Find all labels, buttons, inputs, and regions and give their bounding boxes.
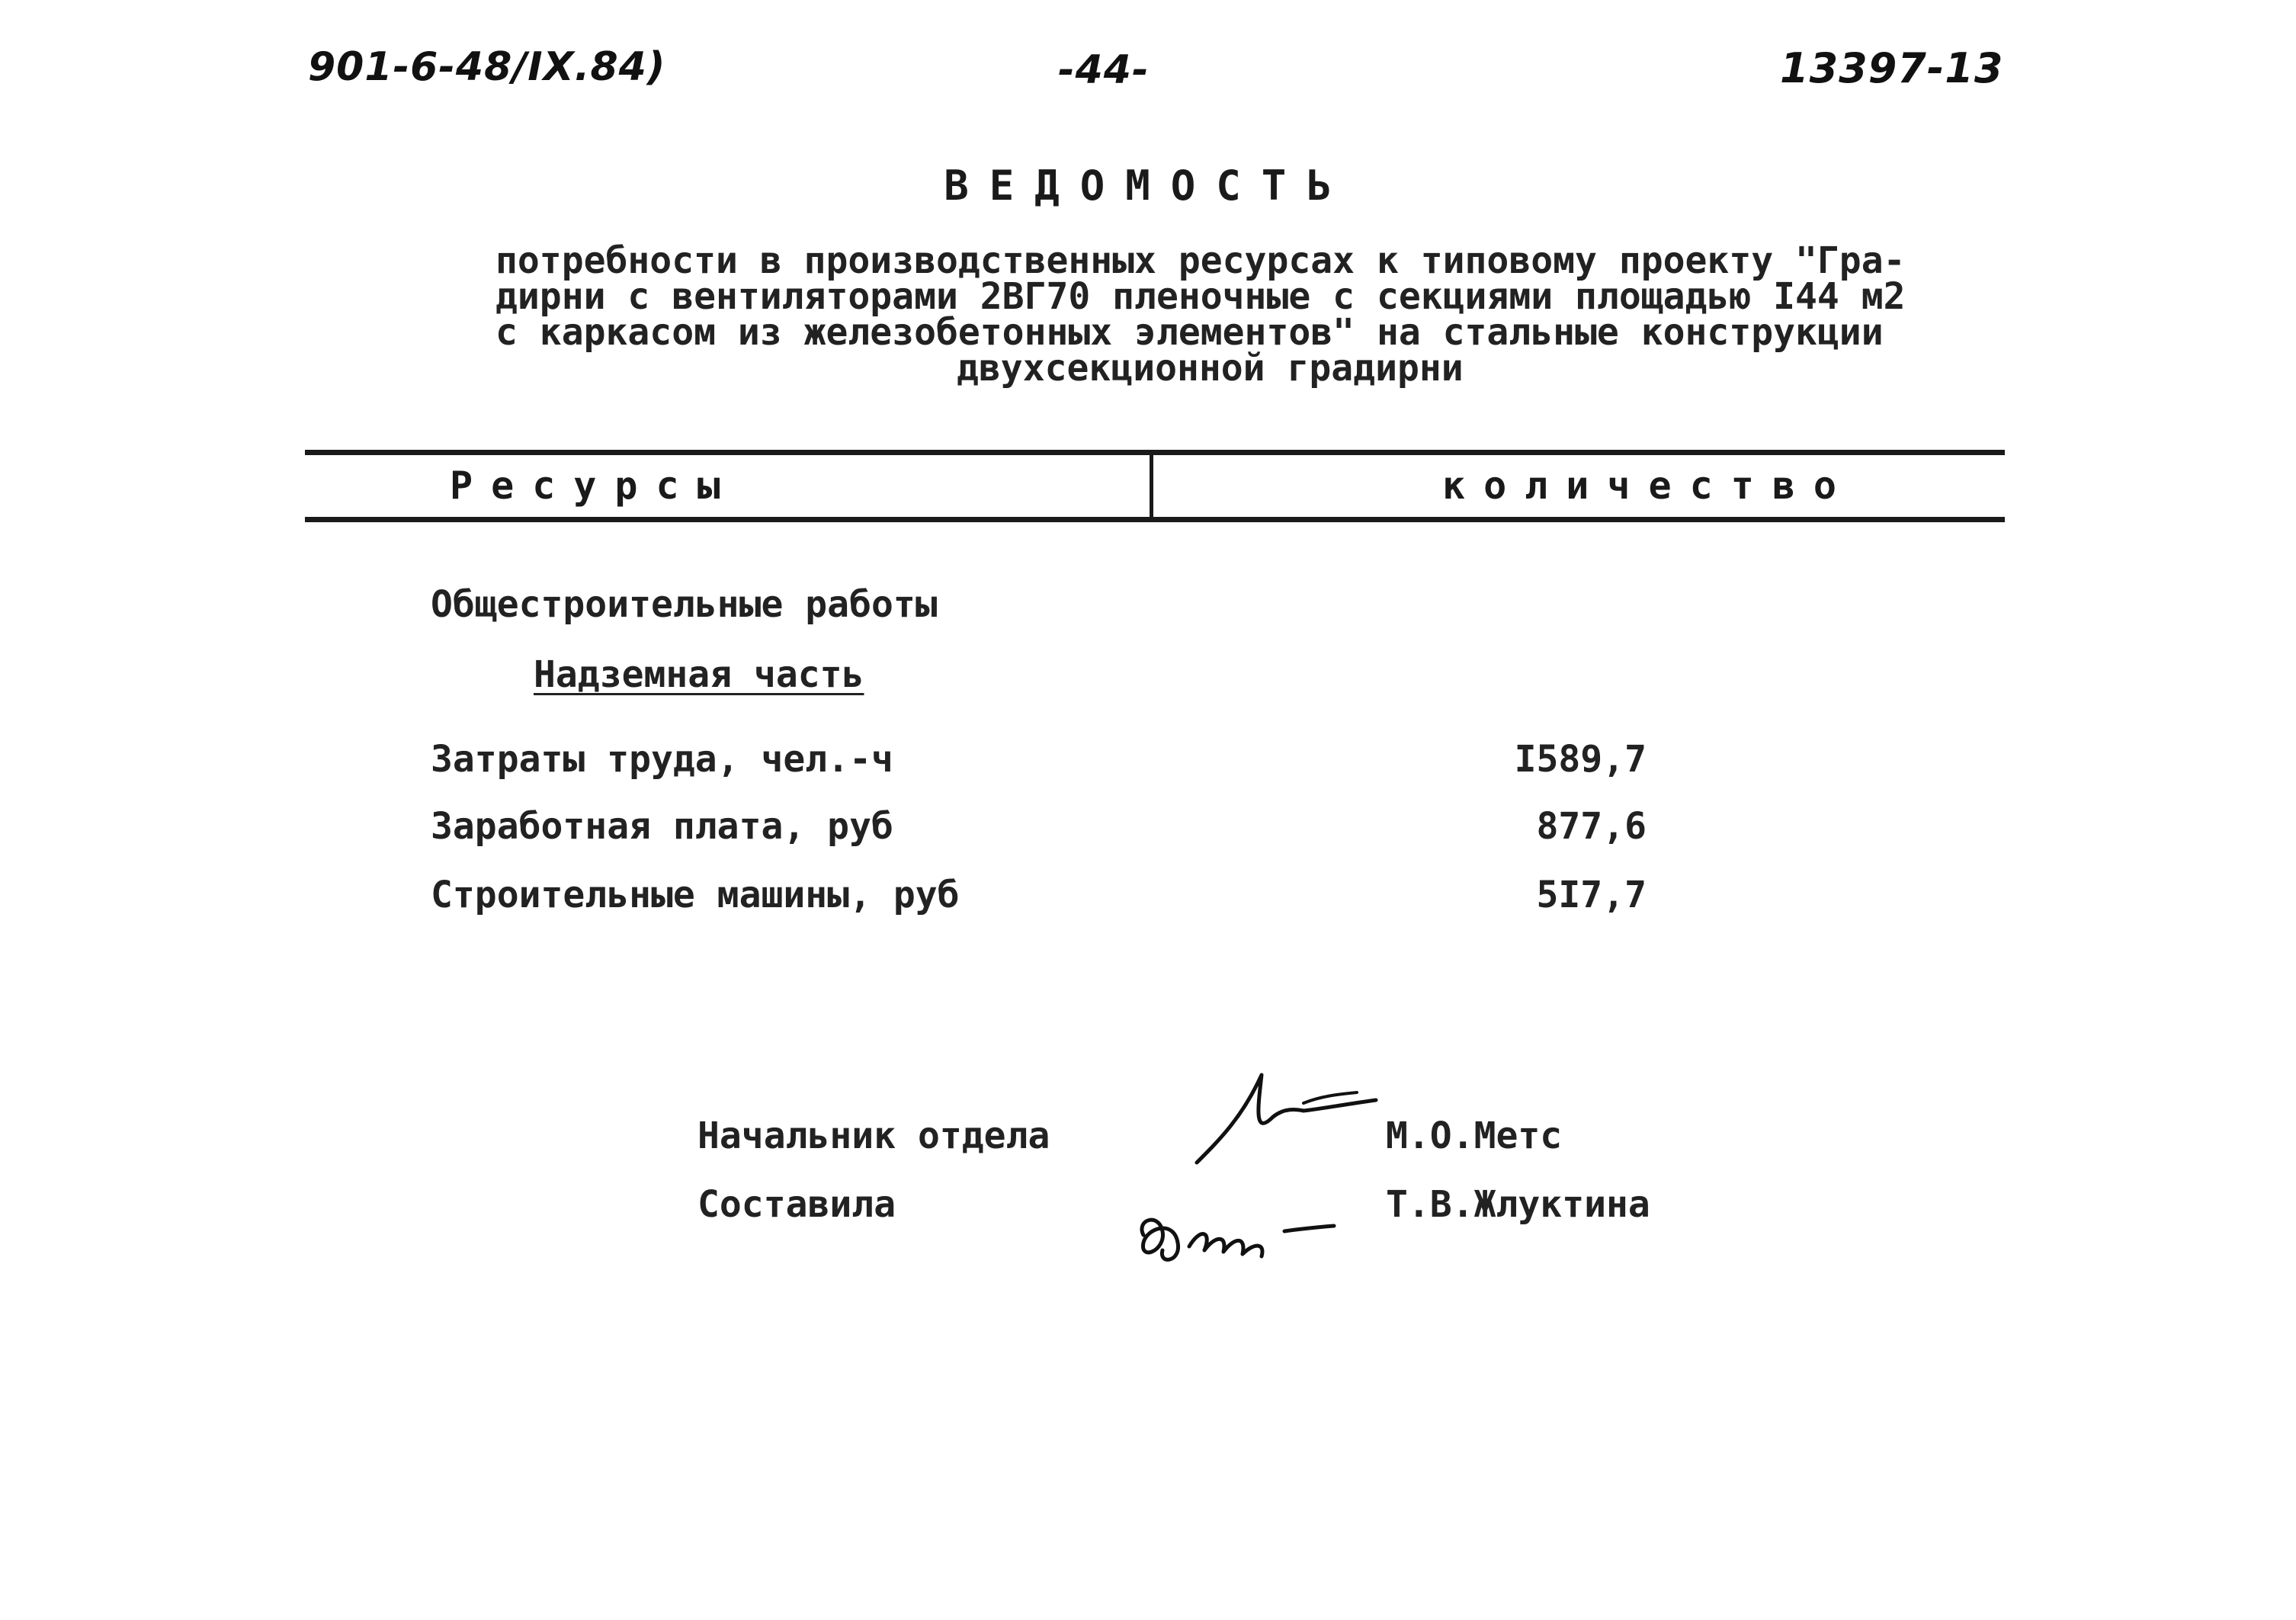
table-row-value: I589,7 (1514, 738, 1647, 781)
table-row-value: 5I7,7 (1536, 874, 1647, 916)
subtitle-line: потребности в производственных ресурсах к типовому проекту "Гра- (495, 239, 1906, 282)
table-header-bottom-rule (305, 517, 2005, 522)
subtitle-line: с каркасом из железобетонных элементов" на стальные конструкции (495, 311, 1884, 354)
subtitle-line: дирни с вентиляторами 2ВГ70 пленочные с секциями площадью I44 м2 (495, 275, 1906, 318)
subtitle-line: двухсекционной градирни (957, 347, 1464, 390)
table-row-label: Строительные машины, руб (431, 874, 960, 916)
section-title: Общестроительные работы (431, 583, 938, 626)
handwritten-signature (1189, 1063, 1387, 1178)
table-row-value: 877,6 (1536, 805, 1647, 848)
column-header-quantity: количество (1442, 464, 1855, 508)
page-number: -44- (1058, 47, 1150, 93)
sheet-code: 13397-13 (1780, 44, 2004, 92)
signatory-name: М.О.Метс (1386, 1115, 1563, 1157)
document-code: 901-6-48/IX.84) (308, 44, 666, 90)
signatory-role: Составила (697, 1183, 896, 1226)
document-title: ВЕДОМОСТЬ (944, 162, 1352, 210)
signatory-name: Т.В.Жлуктина (1386, 1183, 1650, 1226)
subsection-title: Надземная часть (534, 653, 864, 696)
handwritten-signature (1128, 1189, 1349, 1281)
table-row-label: Заработная плата, руб (431, 805, 893, 848)
signatory-role: Начальник отдела (697, 1115, 1050, 1157)
table-column-divider (1150, 453, 1153, 521)
table-row-label: Затраты труда, чел.-ч (431, 738, 893, 781)
table-top-rule (305, 450, 2005, 455)
column-header-resources: Ресурсы (450, 464, 739, 508)
